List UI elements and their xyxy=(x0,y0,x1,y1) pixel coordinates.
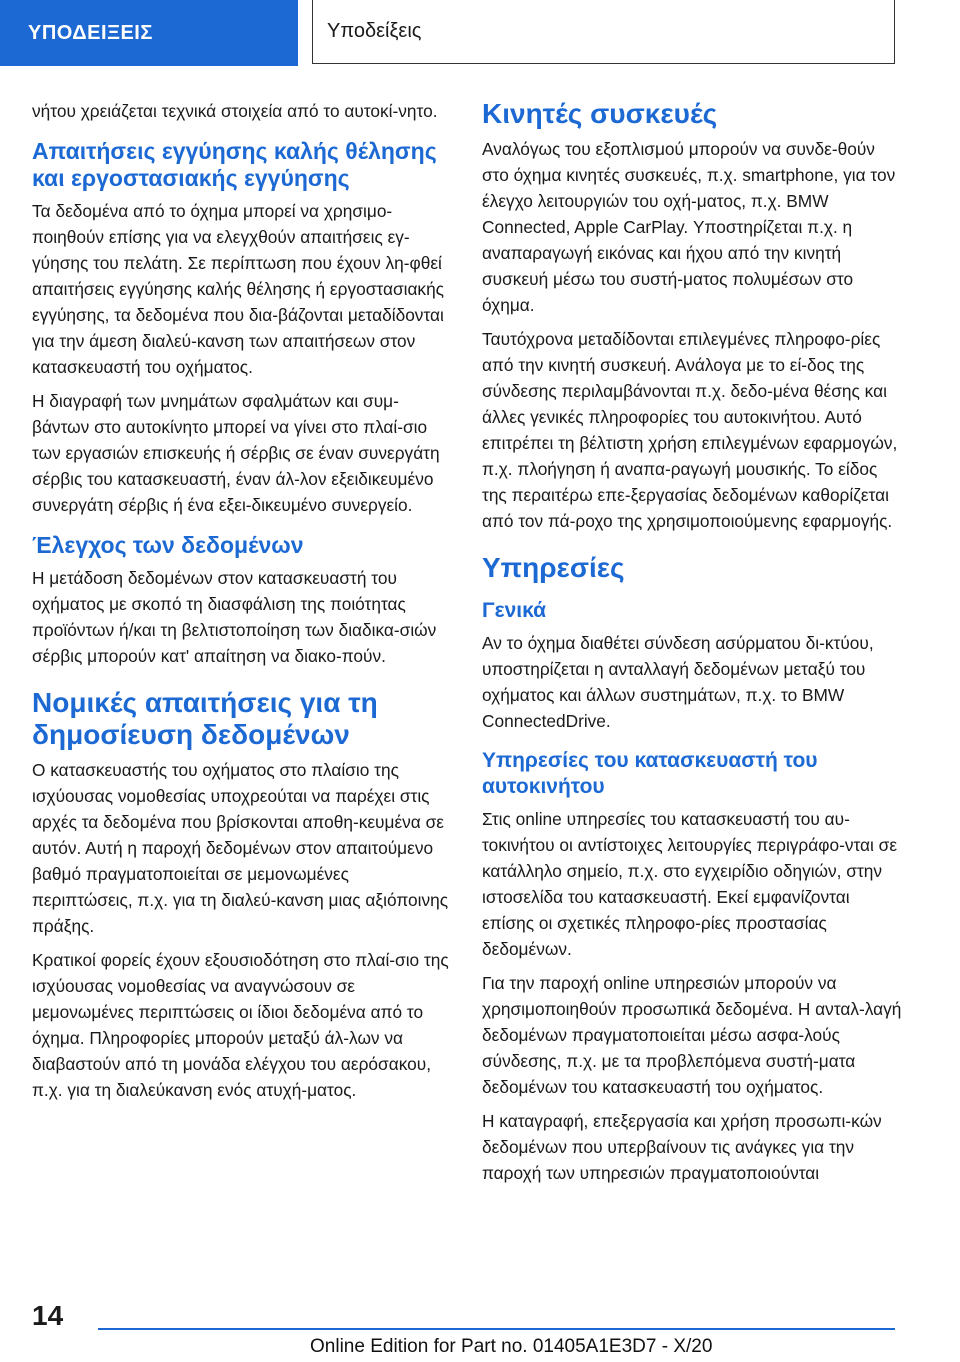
right-column xyxy=(482,98,902,1194)
paragraph: Για την παροχή online υπηρεσιών μπορούν να χρησιμοποιηθούν προσωπικά δεδομένα. Η ανταλ-λαγή δεδομένων πραγματοποιείται μέσω ασφα-λούς σύνδεσης, π.χ. με τα προβλεπόμενα συστή-ματα δεδομένων του κατασκευαστή του οχήματος. xyxy=(482,973,902,1097)
paragraph: Η διαγραφή των μνημάτων σφαλμάτων και συμ-βάντων στο αυτοκίνητο μπορεί να γίνει στο πλαί-σιο των εργασιών επισκευής ή σέρβις σε έναν συνεργάτη σέρβις του κατασκευαστή, έναν άλ-λον εξειδικευμένο συνεργάτη σέρβις ή ένα εξει-δικευμένο συνεργείο. xyxy=(32,391,440,515)
heading-warranty: Απαιτήσεις εγγύησης καλής θέλησης και εργοστασιακής εγγύησης xyxy=(32,138,437,191)
heading-data-control: Έλεγχος των δεδομένων xyxy=(32,532,304,558)
section-tab: ΥΠΟΔΕΙΞΕΙΣ xyxy=(0,0,298,66)
heading-mobile-devices: Κινητές συσκευές xyxy=(482,98,718,129)
heading-general: Γενικά xyxy=(482,599,547,622)
paragraph: Η καταγραφή, επεξεργασία και χρήση προσωπι-κών δεδομένων που υπερβαίνουν τις ανάγκες για την παροχή των υπηρεσιών πραγματοποιούνται xyxy=(482,1111,882,1183)
paragraph: Τα δεδομένα από το όχημα μπορεί να χρησιμο-ποιηθούν επίσης για να ελεγχθούν απαιτήσεις εγ-γύησης του πελάτη. Σε περίπτωση που έχουν λη-φθεί απαιτήσεις εγγύησης καλής θέλησης ή εργοστασιακής εγγύησης, τα δεδομένα που δια-βάζονται μεταδίδονται για την άμεση διαλεύ-κανση των απαιτήσεων στον κατασκευαστή του οχήματος. xyxy=(32,201,445,377)
paragraph: Ο κατασκευαστής του οχήματος στο πλαίσιο της ισχύουσας νομοθεσίας υποχρεούται να παρέχει στις αρχές τα δεδομένα που βρίσκονται αποθη-κευμένα σε αυτόν. Αυτή η παροχή δεδομένων στον απαιτούμενο βαθμό πραγματοποιείται σε μεμονωμένες περιπτώσεις, π.χ. για τη διαλεύ-κανση μιας αξιόποινης πράξης. xyxy=(32,760,449,936)
paragraph: Στις online υπηρεσίες του κατασκευαστή του αυ-τοκινήτου οι αντίστοιχες λειτουργίες περιγράφο-νται σε κατάλληλο σημείο, π.χ. στο εγχειρίδιο οδηγιών, στην ιστοσελίδα του κατασκευαστή. Εκεί εμφανίζονται επίσης οι σχετικές πληροφο-ρίες προστασίας δεδομένων. xyxy=(482,809,898,959)
paragraph: Ταυτόχρονα μεταδίδονται επιλεγμένες πληροφο-ρίες από την κινητή συσκευή. Ανάλογα με το εί-δος της σύνδεσης περιλαμβάνονται π.χ. δεδο-μένα θέσης και άλλες γενικές πληροφορίες του αυτοκινήτου. Αυτό επιτρέπει τη βέλτιστη χρήση επιλεγμένων εφαρμογών, π.χ. πλοήγηση ή αναπα-ραγωγή μουσικής. Το είδος της περαιτέρω επε-ξεργασίας δεδομένων καθορίζεται από τον πά-ροχο της χρησιμοποιούμενης εφαρμογής. xyxy=(482,329,898,531)
heading-manufacturer-services: Υπηρεσίες του κατασκευαστή του αυτοκινήτου xyxy=(482,749,818,798)
paragraph: Αναλόγως του εξοπλισμού μπορούν να συνδε-θούν στο όχημα κινητές συσκευές, π.χ. smartphone, για τον έλεγχο λειτουργιών του οχή-ματος, π.χ. BMW Connected, Apple CarPlay. Υποστηρίζεται π.χ. η αναπαραγωγή εικόνας και ήχου από την κινητή συσκευή μέσω του συστή-ματος πολυμέσων στο όχημα. xyxy=(482,139,896,315)
heading-services: Υπηρεσίες xyxy=(482,552,625,583)
left-column xyxy=(32,98,452,1111)
footer-divider xyxy=(98,1328,895,1330)
paragraph: νήτου χρειάζεται τεχνικά στοιχεία από το αυτοκί-νητο. xyxy=(32,101,438,121)
page-header xyxy=(0,0,960,66)
paragraph: Αν το όχημα διαθέτει σύνδεση ασύρματου δι-κτύου, υποστηρίζεται η ανταλλαγή δεδομένων μεταξύ του οχήματος και άλλων συστημάτων, π.χ. το BMW ConnectedDrive. xyxy=(482,633,874,731)
chapter-title: Υποδείξεις xyxy=(312,0,895,64)
heading-legal: Νομικές απαιτήσεις για τη δημοσίευση δεδομένων xyxy=(32,687,378,750)
paragraph: Η μετάδοση δεδομένων στον κατασκευαστή του οχήματος με σκοπό τη διασφάλιση της ποιότητας προϊόντων ή/και τη βελτιστοποίηση των διαδικα-σιών σέρβις μπορούν κατ' απαίτηση να διακο-πούν. xyxy=(32,568,437,666)
paragraph: Κρατικοί φορείς έχουν εξουσιοδότηση στο πλαί-σιο της ισχύουσας νομοθεσίας να αναγνώσουν σε μεμονωμένες περιπτώσεις οι ίδιοι δεδομένα από το όχημα. Πληροφορίες μπορούν μεταξύ άλ-λων να διαβαστούν από τη μονάδα ελέγχου του αερόσακου, π.χ. για τη διαλεύκανση ενός ατυχή-ματος. xyxy=(32,950,449,1100)
page-number: 14 xyxy=(32,1300,64,1331)
edition-note: Online Edition for Part no. 01405A1E3D7 - X/20 xyxy=(310,1336,713,1357)
